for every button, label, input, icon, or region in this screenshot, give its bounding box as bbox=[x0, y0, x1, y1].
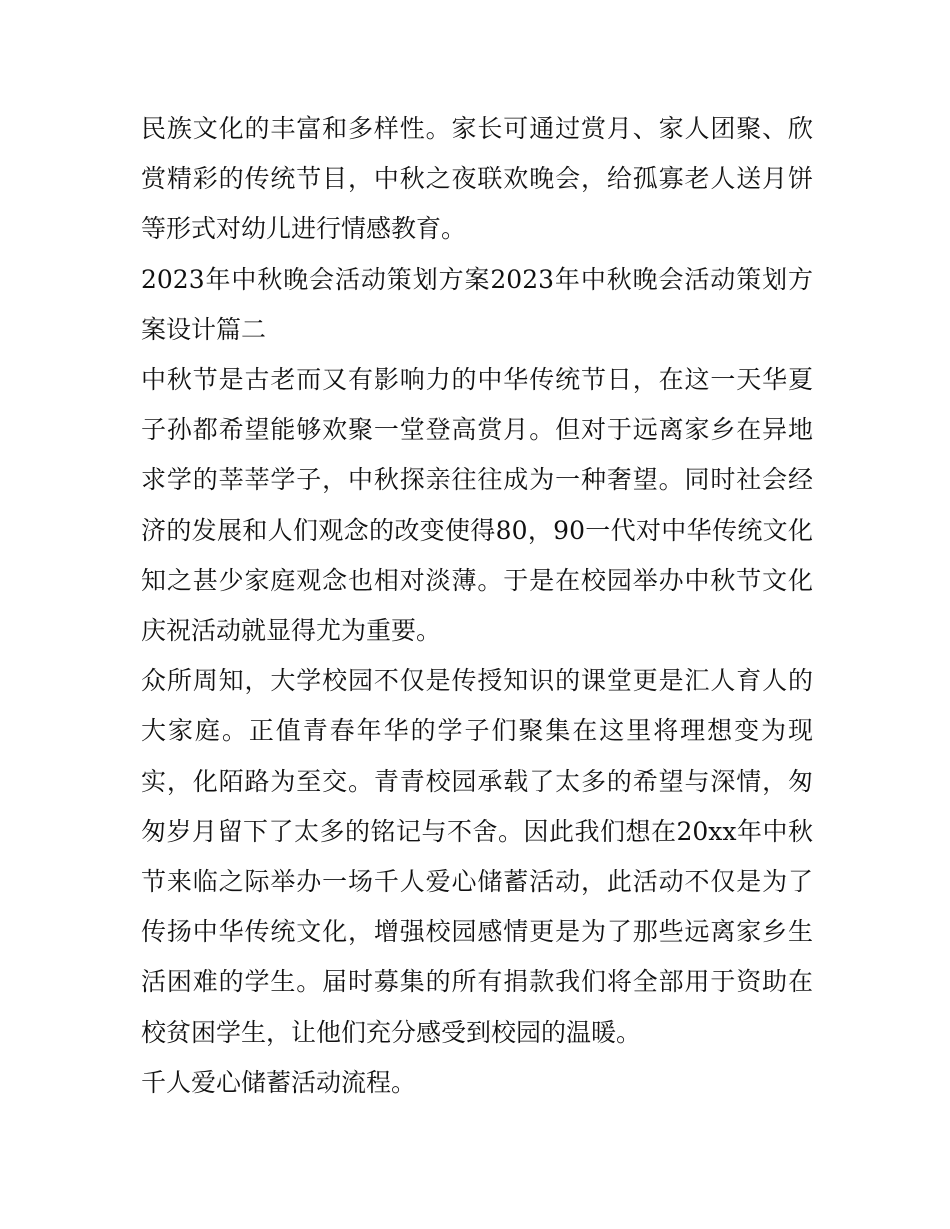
document-body bbox=[141, 104, 813, 1108]
paragraph-campus-charity: 众所周知，大学校园不仅是传授知识的课堂更是汇人育人的大家庭。正值青春年华的学子们聚集在这里将理想变为现实，化陌路为至交。青青校园承载了太多的希望与深情，匆匆岁月留下了太多的铭记与不舍。因此我们想在20xx年中秋节来临之际举办一场千人爱心储蓄活动，此活动不仅是为了传扬中华传统文化，增强校园感情更是为了那些远离家乡生活困难的学生。届时募集的所有捐款我们将全部用于资助在校贫困学生，让他们充分感受到校园的温暖。 bbox=[141, 666, 813, 1047]
paragraph-emotional-education: 民族文化的丰富和多样性。家长可通过赏月、家人团聚、欣赏精彩的传统节目，中秋之夜联欢晚会，给孤寡老人送月饼等形式对幼儿进行情感教育。 bbox=[141, 114, 813, 244]
paragraph-mid-autumn-background: 中秋节是古老而又有影响力的中华传统节日，在这一天华夏子孙都希望能够欢聚一堂登高赏月。但对于远离家乡在异地求学的莘莘学子，中秋探亲往往成为一种奢望。同时社会经济的发展和人们观念的改变使得80，90一代对中华传统文化知之甚少家庭观念也相对淡薄。于是在校园举办中秋节文化庆祝活动就显得尤为重要。 bbox=[141, 365, 813, 646]
paragraph-section-heading: 2023年中秋晚会活动策划方案2023年中秋晚会活动策划方案设计篇二 bbox=[141, 264, 813, 344]
paragraph-activity-process: 千人爱心储蓄活动流程。 bbox=[141, 1067, 417, 1097]
